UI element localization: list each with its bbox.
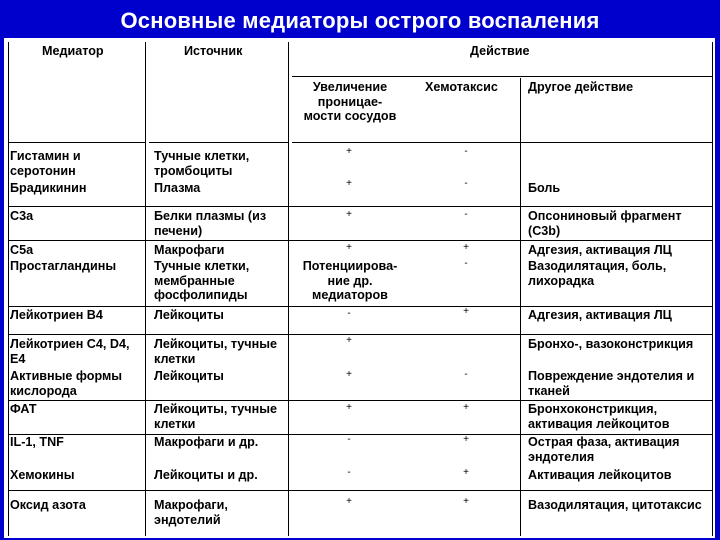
mediator-source: Лейкоциты, тучные клетки: [154, 337, 277, 366]
mediator-source: Лейкоциты: [154, 308, 224, 322]
permeability-mark: +: [346, 146, 352, 157]
row-divider: [8, 206, 712, 207]
table-border-right: [712, 42, 713, 536]
row-divider: [8, 240, 712, 241]
column-divider: [288, 42, 289, 536]
mediator-name: Лейкотриен C4, D4, E4: [10, 337, 130, 366]
header-divider: [292, 76, 712, 77]
mediator-source: Лейкоциты и др.: [154, 468, 258, 482]
mediator-source: Тучные клетки, мембранные фосфолипиды: [154, 259, 250, 303]
mediator-name: C3a: [10, 209, 34, 223]
mediator-source: Макрофаги: [154, 243, 225, 257]
other-action: Адгезия, активация ЛЦ: [528, 243, 672, 257]
permeability-mark: +: [346, 369, 352, 380]
permeability-mark: +: [346, 209, 352, 220]
chemotaxis-mark: -: [464, 146, 468, 157]
other-action: Бронхоконстрикция, активация лейкоцитов: [528, 402, 670, 431]
mediator-name: Оксид азота: [10, 498, 86, 512]
permeability-mark: -: [347, 467, 351, 478]
chemotaxis-mark: +: [463, 434, 469, 445]
chemotaxis-mark: -: [464, 258, 468, 269]
other-action: Боль: [528, 181, 561, 195]
chemotaxis-mark: +: [463, 306, 469, 317]
header-other-action: Другое действие: [528, 80, 634, 94]
header-source: Источник: [184, 44, 243, 58]
chemotaxis-mark: +: [463, 402, 469, 413]
row-divider: [8, 142, 146, 143]
chemotaxis-mark: -: [464, 369, 468, 380]
permeability-mark: +: [346, 242, 352, 253]
mediator-name: Брадикинин: [10, 181, 87, 195]
row-divider: [8, 306, 712, 307]
other-action: Вазодилятация, цитотаксис: [528, 498, 702, 512]
permeability-mark: +: [346, 496, 352, 507]
row-divider: [149, 142, 289, 143]
other-action: Активация лейкоцитов: [528, 468, 672, 482]
chemotaxis-mark: +: [463, 242, 469, 253]
permeability-mark: -: [347, 308, 351, 319]
mediator-name: Лейкотриен B4: [10, 308, 103, 322]
other-action: Повреждение эндотелия и тканей: [528, 369, 695, 398]
mediator-name: Простагландины: [10, 259, 117, 273]
chemotaxis-mark: -: [464, 209, 468, 220]
mediator-source: Макрофаги, эндотелий: [154, 498, 228, 527]
mediator-source: Плазма: [154, 181, 201, 195]
other-action: Бронхо-, вазоконстрикция: [528, 337, 694, 351]
mediator-source: Макрофаги и др.: [154, 435, 259, 449]
header-permeability: Увеличение проницае- мости сосудов: [303, 80, 397, 124]
header-mediator: Медиатор: [42, 44, 104, 58]
permeability-mark: -: [347, 434, 351, 445]
row-divider: [8, 490, 712, 491]
chemotaxis-mark: +: [463, 496, 469, 507]
header-chemotaxis: Хемотаксис: [425, 80, 498, 94]
mediator-source: Лейкоциты: [154, 369, 224, 383]
mediator-name: IL-1, TNF: [10, 435, 64, 449]
column-divider: [145, 42, 146, 536]
mediator-name: ФАТ: [10, 402, 37, 416]
permeability-mark: +: [346, 335, 352, 346]
mediator-name: Активные формы кислорода: [10, 369, 123, 398]
other-action: Вазодилятация, боль, лихорадка: [528, 259, 667, 288]
mediators-table: [4, 38, 715, 538]
mediator-source: Лейкоциты, тучные клетки: [154, 402, 277, 431]
table-border-left: [8, 42, 9, 536]
permeability-mark: +: [346, 178, 352, 189]
other-action: Опсониновый фрагмент (C3b): [528, 209, 682, 238]
mediator-name: Хемокины: [10, 468, 75, 482]
permeability-mark: +: [346, 402, 352, 413]
row-divider: [8, 334, 712, 335]
header-action: Действие: [470, 44, 530, 58]
row-divider: [8, 400, 712, 401]
mediator-source: Белки плазмы (из печени): [154, 209, 267, 238]
column-divider: [520, 78, 521, 536]
slide-title: Основные медиаторы острого воспаления: [120, 8, 600, 33]
mediator-source: Тучные клетки, тромбоциты: [154, 149, 250, 178]
chemotaxis-mark: +: [463, 467, 469, 478]
other-action: Острая фаза, активация эндотелия: [528, 435, 680, 464]
row-divider: [292, 142, 712, 143]
chemotaxis-mark: -: [464, 178, 468, 189]
mediator-name: C5a: [10, 243, 34, 257]
mediator-name: Гистамин и серотонин: [10, 149, 81, 178]
other-action: Адгезия, активация ЛЦ: [528, 308, 672, 322]
permeability-note: Потенциирова- ние др. медиаторов: [302, 259, 398, 303]
